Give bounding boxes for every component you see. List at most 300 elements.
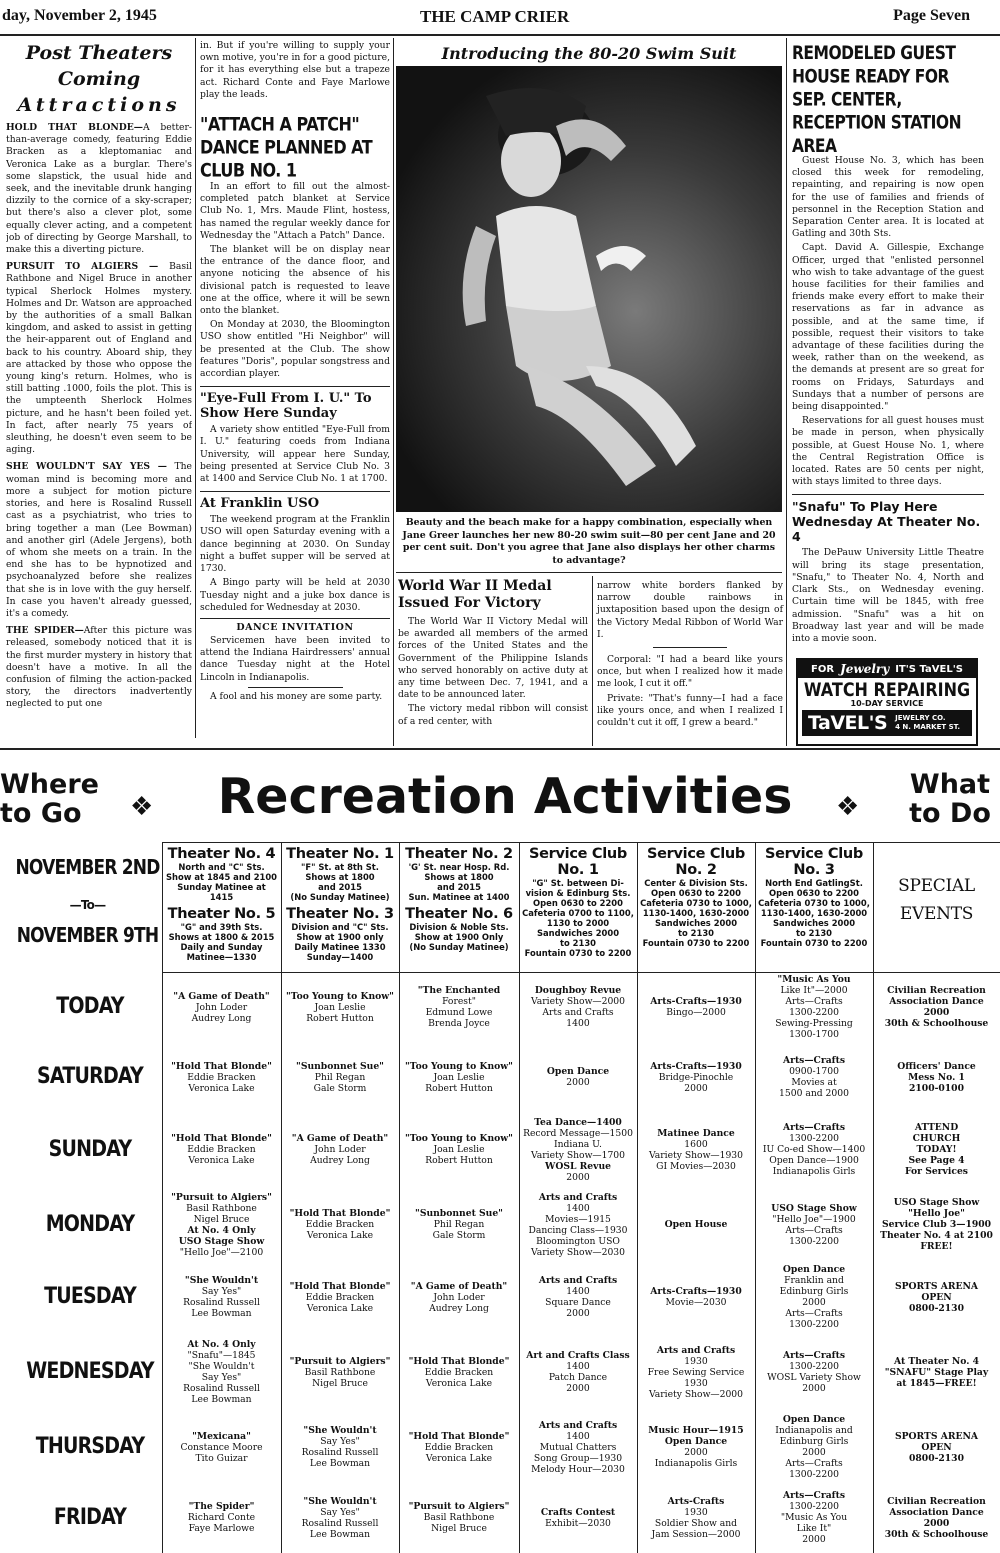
column-name: No. 2 — [675, 862, 717, 878]
review-head: THE SPIDER— — [6, 625, 84, 637]
dance-invitation-headline: DANCE INVITATION — [236, 621, 354, 633]
cell-line: 1300-1700 — [789, 1029, 839, 1040]
cell-line: Indianapolis Girls — [772, 1166, 856, 1177]
patch-story — [200, 181, 390, 380]
column-info: to 2130 — [678, 928, 714, 938]
day-label: SATURDAY — [37, 1063, 143, 1089]
cell-line: Variety Show—1700 — [530, 1149, 625, 1161]
column-name: No. 3 — [793, 862, 835, 878]
cell-line: "Sunbonnet Sue" — [296, 1060, 384, 1072]
cell-line: Civilian Recreation — [887, 985, 986, 996]
theaters-title-1: Post Theaters — [25, 42, 173, 64]
schedule-cell — [875, 1116, 998, 1183]
cell-line: 2000 — [802, 1534, 826, 1545]
column-info: Daily Matinee 1330 — [294, 942, 386, 952]
cell-line: 2000 — [923, 1007, 950, 1018]
snafu-headline: "Snafu" To Play Here Wednesday At Theater No. 4 — [792, 499, 981, 545]
cell-line: Arts and Crafts — [656, 1344, 736, 1356]
schedule-cell — [757, 1266, 871, 1328]
schedule-cell — [401, 1486, 517, 1549]
cell-line: Open Dance — [664, 1436, 728, 1447]
cell-line: Sewing-Pressing — [775, 1018, 853, 1029]
column-info: Show at 1900 Only — [414, 932, 504, 942]
cell-line: Like It"—2000 — [780, 985, 848, 996]
schedule-cell — [757, 1416, 871, 1478]
cell-line: Record Message—1500 — [523, 1127, 633, 1139]
patch-headline: "ATTACH A PATCH" DANCE PLANNED AT CLUB NO. 1 — [200, 113, 373, 181]
date-until: NOVEMBER 9TH — [16, 924, 159, 948]
cell-line: Eddie Bracken — [305, 1219, 375, 1230]
snafu-text — [792, 547, 984, 645]
cell-line: Robert Hutton — [306, 1012, 374, 1024]
day-label: TODAY — [56, 993, 124, 1019]
cell-line: Variety Show—1930 — [648, 1149, 743, 1161]
column-info: Division and "C" Sts. — [291, 922, 389, 932]
cell-line: "Snafu"—1845 — [187, 1350, 256, 1361]
eyefull-headline: "Eye-Full From I. U." To Show Here Sunday — [200, 391, 372, 422]
paragraph: Guest House No. 3, which has been closed this week for remodeling, repainting, and repairing is now open for the use of families and friends of personnel in the Reception Station and Separation Center area. It is located at Gatling and 30th Sts. — [792, 155, 984, 240]
cell-line: Bingo—2000 — [666, 1007, 726, 1018]
schedule-cell — [639, 1116, 753, 1183]
cell-line: Rosalind Russell — [183, 1383, 260, 1394]
schedule-cell — [283, 1336, 397, 1408]
cell-line: Patch Dance — [548, 1372, 608, 1383]
cell-line: Officers' Dance — [897, 1060, 976, 1072]
schedule-cell — [757, 1191, 871, 1258]
cell-line: Tito Guizar — [195, 1452, 248, 1464]
cell-line: "Music As You — [777, 974, 851, 985]
cell-line: USO Stage Show — [771, 1202, 857, 1214]
cell-line: Franklin and — [784, 1275, 844, 1286]
schedule-cell — [639, 1336, 753, 1408]
paragraph: The victory medal ribbon will consist of a red center, with — [398, 703, 588, 727]
page-date: day, November 2, 1945 — [2, 7, 157, 24]
cell-line: "Too Young to Know" — [286, 990, 394, 1002]
cell-line: 1400 — [566, 1202, 590, 1214]
cell-line: Arts—Crafts — [785, 1224, 843, 1236]
cell-line: "A Game of Death" — [173, 990, 270, 1002]
cell-line: Arts—Crafts — [782, 1490, 846, 1501]
schedule-cell — [401, 1191, 517, 1258]
schedule-cell — [164, 1486, 279, 1549]
cell-line: 1400 — [566, 1430, 590, 1442]
schedule-cell — [164, 1191, 279, 1258]
column-info: Sunday—1400 — [306, 952, 374, 962]
story-rule — [792, 494, 984, 495]
cell-line: Eddie Bracken — [187, 1144, 256, 1155]
cell-line: "Hold That Blonde" — [408, 1430, 510, 1442]
swimsuit-model-figure — [396, 66, 782, 512]
column-name: Theater No. 1 — [286, 846, 394, 862]
grid-column-rule — [637, 842, 638, 1553]
cell-line: "A Game of Death" — [291, 1133, 389, 1144]
cell-line: Song Group—1930 — [533, 1452, 623, 1464]
cell-line: Nigel Bruce — [431, 1523, 487, 1534]
column-info: "F" St. at 8th St. — [301, 862, 379, 872]
column-info: vision & Edinburg Sts. — [525, 888, 631, 898]
medal-text — [398, 616, 588, 728]
cell-line: Audrey Long — [310, 1155, 370, 1166]
column-info: Open 0630 to 2200 — [769, 888, 859, 898]
cell-line: Crafts Contest — [540, 1506, 616, 1518]
cell-line: at 1845—FREE! — [896, 1377, 977, 1389]
column-info: Cafeteria 0730 to 1000, — [640, 898, 752, 908]
schedule-cell — [875, 976, 998, 1038]
cell-line: Mutual Chatters — [539, 1441, 617, 1453]
cell-line: John Loder — [433, 1291, 485, 1303]
schedule-cell — [283, 976, 397, 1038]
cell-line: Lee Bowman — [309, 1458, 371, 1469]
day-label: FRIDAY — [53, 1503, 127, 1530]
column-name: Service Club — [528, 846, 628, 862]
cell-line: Doughboy Revue — [534, 985, 622, 996]
date-to: —To— — [69, 898, 106, 912]
cell-line: Movies—1915 — [545, 1213, 611, 1225]
day-label: MONDAY — [45, 1210, 135, 1237]
ad-for: FOR — [811, 663, 835, 675]
schedule-cell — [521, 1266, 635, 1328]
schedule-cell — [639, 1486, 753, 1549]
swimsuit-headline: Introducing the 80-20 Swim Suit — [441, 44, 737, 63]
cell-line: Arts and Crafts — [538, 1419, 618, 1431]
column-info: Sandwiches 2000 — [772, 918, 856, 928]
to-go-word: to Go — [0, 798, 82, 829]
column-info: Shows at 1800 — [305, 872, 375, 882]
header-rule — [0, 34, 1000, 36]
cell-line: Lee Bowman — [191, 1394, 252, 1405]
schedule-cell — [757, 1336, 871, 1408]
schedule-cell — [757, 1486, 871, 1549]
schedule-cell — [401, 1416, 517, 1478]
day-label: SUNDAY — [48, 1135, 132, 1162]
cell-line: Jam Session—2000 — [651, 1528, 741, 1540]
review-text: Basil Rathbone and Nigel Bruce in another typical Sherlock Holmes mystery. Holmes and Dr. Watson are approached by the authorities of a small Balkan kingdom, and asked to assist in getting the heir-apparent out of England and back to his country. Aboard ship, they are attacked by those who oppose the young king's return. Holmes, who is still batting .1000, foils the plot. This is the umpteenth Sherlock Holmes picture, and he hasn't been foiled yet. In fact, after nearly 75 years of sleuthing, he doesn't even seem to be aging. — [6, 261, 192, 456]
schedule-cell — [164, 1336, 279, 1408]
cell-line: At No. 4 Only — [187, 1339, 256, 1350]
cell-line: Constance Moore — [180, 1441, 263, 1453]
cell-line: Say Yes" — [320, 1436, 360, 1447]
paragraph: narrow white borders flanked by narrow double rainbows in juxtaposition based upon the design of the Victory Medal Ribbon of World War I. — [597, 580, 783, 640]
review-head: HOLD THAT BLONDE— — [6, 122, 143, 133]
cell-line: Open Dance — [782, 1414, 846, 1425]
column-info: Cafeteria 0730 to 1000, — [758, 898, 870, 908]
cell-line: 30th & Schoolhouse — [884, 1528, 989, 1540]
column-info: to 2130 — [796, 928, 832, 938]
cell-line: Joan Leslie — [433, 1071, 485, 1083]
day-label: TUESDAY — [44, 1283, 136, 1309]
ad-service: 10-DAY SERVICE — [850, 699, 924, 708]
schedule-cell — [521, 1336, 635, 1408]
story-rule — [200, 491, 390, 492]
cell-line: Audrey Long — [191, 1012, 252, 1024]
diamond-ornament-right: ❖ — [836, 792, 860, 822]
column-name: Theater No. 5 — [167, 906, 276, 922]
cell-line: Eddie Bracken — [187, 1071, 256, 1083]
cell-line: 1930 — [684, 1355, 708, 1367]
column-name: SPECIAL — [898, 876, 975, 896]
schedule-cell — [521, 976, 635, 1038]
tavels-ad — [796, 658, 978, 746]
cell-line: Veronica Lake — [425, 1452, 493, 1464]
cell-line: Indianapolis Girls — [654, 1458, 738, 1469]
cell-line: 2000 — [923, 1517, 950, 1529]
cell-line: Say Yes" — [320, 1506, 360, 1518]
schedule-cell — [164, 1046, 279, 1108]
ad-jewelry-co: JEWELRY CO. — [895, 714, 946, 722]
column-rule — [786, 38, 787, 746]
column-info: Division & Noble Sts. — [409, 922, 509, 932]
cell-line: 1500 and 2000 — [779, 1088, 849, 1099]
newspaper-name: THE CAMP CRIER — [420, 7, 570, 26]
cell-line: "Hold That Blonde" — [289, 1280, 391, 1292]
date-from: NOVEMBER 2ND — [15, 856, 160, 880]
medal-headline: World War II Medal Issued For Victory — [398, 578, 552, 611]
cell-line: 2000 — [566, 1171, 590, 1183]
cell-line: Eddie Bracken — [424, 1441, 494, 1453]
diamond-ornament-left: ❖ — [130, 792, 154, 822]
paragraph: The DePauw University Little Theatre will bring its stage presentation, "Snafu," to Theater No. 4, North and Clark Sts., on Wednesday evening. Curtain time will be 1845, with free admission. "Snafu" was a hit on Broadway last year and will be made into a movie soon. — [792, 547, 984, 644]
ad-its-tavels: IT'S TaVEL'S — [895, 663, 963, 675]
cell-line: Gale Storm — [432, 1230, 486, 1241]
column-name: Service Club — [646, 846, 746, 862]
schedule-cell — [283, 1116, 397, 1183]
column-info: Matinee—1330 — [186, 952, 257, 962]
column-info: Center & Division Sts. — [644, 878, 748, 888]
cell-line: For Services — [905, 1166, 968, 1177]
cell-line: Joan Leslie — [314, 1001, 366, 1013]
where-word: Where — [0, 769, 99, 800]
schedule-cell — [521, 1116, 635, 1183]
day-label: WEDNESDAY — [26, 1358, 154, 1384]
cell-line: Rosalind Russell — [301, 1517, 379, 1529]
cell-line: Open Dance — [546, 1066, 610, 1077]
column-name: No. 1 — [557, 862, 599, 878]
cell-line: Arts-Crafts—1930 — [650, 1286, 742, 1297]
column-header — [162, 846, 281, 962]
cell-line: Arts—Crafts — [782, 1122, 846, 1133]
column-rule — [393, 38, 394, 746]
schedule-cell — [639, 1266, 753, 1328]
column-info: Show at 1845 and 2100 — [165, 872, 278, 882]
cell-line: Joan Leslie — [433, 1144, 485, 1155]
joke-corporal: Corporal: "I had a beard like yours once, but when I realized how it made me look, I cut it off." — [597, 654, 783, 690]
cell-line: "Too Young to Know" — [405, 1060, 513, 1072]
cell-line: Arts-Crafts — [667, 1495, 725, 1507]
cell-line: "Hold That Blonde" — [171, 1060, 272, 1072]
column-info: (No Sunday Matinee) — [290, 892, 390, 902]
cell-line: Lee Bowman — [191, 1308, 252, 1319]
cell-line: 1300-2200 — [789, 1361, 839, 1372]
cell-line: 1400 — [566, 1018, 590, 1029]
cell-line: Phil Regan — [433, 1219, 485, 1230]
cell-line: 2000 — [566, 1383, 590, 1394]
column-info: North End GatlingSt. — [765, 878, 863, 888]
cell-line: 1400 — [566, 1286, 590, 1297]
paragraph: The blanket will be on display near the entrance of the dance floor, and anyone noticing the absence of his divisional patch is requested to leave one at the office, where it will be sewn onto the blanket. — [200, 244, 390, 317]
schedule-cell — [639, 976, 753, 1038]
ad-jewelry-script: Jewelry — [840, 662, 890, 676]
schedule-cell — [283, 1416, 397, 1478]
cell-line: 2000 — [566, 1077, 590, 1088]
cell-line: Indianapolis and — [775, 1425, 853, 1436]
cell-line: WOSL Variety Show — [767, 1372, 861, 1383]
cell-line: 0800-2130 — [909, 1452, 964, 1464]
column-info: Fountain 0730 to 2200 — [760, 938, 868, 948]
schedule-cell — [757, 1046, 871, 1108]
cell-line: Tea Dance—1400 — [534, 1116, 622, 1128]
schedule-cell — [401, 1336, 517, 1408]
cell-line: Phil Regan — [314, 1071, 366, 1083]
schedule-cell — [401, 1266, 517, 1328]
cell-line: 1300-2200 — [789, 1501, 839, 1512]
cell-line: 1300-2200 — [789, 1007, 839, 1018]
cell-line: Like It" — [796, 1523, 832, 1534]
cell-line: "Hold That Blonde" — [171, 1133, 272, 1144]
paragraph: Capt. David A. Gillespie, Exchange Officer, urged that "enlisted personnel who wish to take advantage of the guest house facilities for their families and friends make every effort to make their reservations as far in advance as possible, and at the same time, if possible, request their visitors to take advantage of these facilities during the week, rather than on the weekend, as the demands at present are so great for rooms on Fridays, Saturdays and Sundays that a number of persons are being disappointed." — [792, 242, 984, 413]
cell-line: Arts and Crafts — [538, 1275, 618, 1286]
column-name: Theater No. 2 — [405, 846, 513, 862]
schedule-cell — [639, 1046, 753, 1108]
cell-line: Arts—Crafts — [782, 1055, 846, 1066]
cell-line: 0900-1700 — [789, 1066, 839, 1077]
column-info: "G" St. between Di- — [532, 878, 624, 888]
cell-line: Basil Rathbone — [304, 1366, 376, 1378]
to-do-word: to Do — [909, 798, 991, 829]
review-text: A better-than-average comedy, featuring Eddie Bracken as a kleptomaniac and Veronica Lake as a burglar. There's some slapstick, the usual hide and seek, and the inevitable drunk hanging dizzily to the cornice of a sky-scraper; but there's also a clever plot, some equally clever acting, and a competent job of directing by George Marshall, to make this a diverting picture. — [6, 122, 192, 256]
cell-line: Nigel Bruce — [193, 1213, 250, 1225]
theaters-title-2: Coming — [57, 68, 141, 90]
schedule-cell — [521, 1416, 635, 1478]
cell-line: Arts—Crafts — [785, 1458, 843, 1469]
column-header — [755, 846, 873, 948]
cell-line: "Hello Joe"—1900 — [772, 1213, 856, 1225]
section-rule — [0, 748, 1000, 750]
page-number: Page Seven — [893, 7, 970, 24]
column-header — [637, 846, 755, 948]
column-name: Theater No. 6 — [405, 906, 513, 922]
cell-line: Robert Hutton — [425, 1155, 493, 1166]
paragraph: A fool and his money are some party. — [210, 690, 383, 702]
cell-line: "Pursuit to Algiers" — [289, 1355, 391, 1367]
cell-line: Melody Hour—2030 — [531, 1463, 625, 1475]
cell-line: Open Dance — [782, 1264, 846, 1275]
cell-line: 1930 — [684, 1506, 708, 1518]
cell-line: IU Co-ed Show—1400 — [762, 1144, 866, 1155]
cell-line: 30th & Schoolhouse — [884, 1018, 989, 1029]
cell-line: 1300-2200 — [789, 1469, 839, 1480]
cell-line: Say Yes" — [201, 1286, 242, 1297]
column-info: (No Sunday Matinee) — [409, 942, 509, 952]
cell-line: "Too Young to Know" — [405, 1133, 513, 1144]
cell-line: At No. 4 Only — [187, 1224, 256, 1236]
story-rule — [396, 572, 782, 573]
cell-line: 1400 — [566, 1361, 590, 1372]
cell-line: "Hello Joe" — [908, 1208, 965, 1219]
cell-line: SPORTS ARENA — [895, 1430, 978, 1442]
spider-continuation: in. But if you're willing to supply your own motive, you're in for a good picture, for it has everything else but a trapeze act. Richard Conte and Faye Marlowe play the leads. — [200, 40, 390, 100]
cell-line: Association Dance — [889, 996, 984, 1007]
cell-line: 2000 — [802, 1447, 826, 1458]
cell-line: Association Dance — [889, 1506, 984, 1518]
ad-brand: TaVEL'S — [808, 712, 888, 734]
schedule-cell — [875, 1191, 998, 1258]
cell-line: Forest" — [442, 996, 476, 1007]
guesthouse-headline: REMODELED GUEST HOUSE READY FOR SEP. CENTER, RECEPTION STATION AREA — [792, 42, 962, 157]
cell-line: Basil Rathbone — [423, 1512, 495, 1523]
cell-line: Arts—Crafts — [785, 1308, 843, 1319]
cell-line: "SNAFU" Stage Play — [884, 1366, 989, 1378]
grid-column-rule — [873, 842, 874, 1553]
column-info: Fountain 0730 to 2200 — [524, 948, 632, 958]
cell-line: "Pursuit to Algiers" — [171, 1191, 272, 1203]
cell-line: Bloomington USO — [536, 1235, 620, 1247]
column-info: Fountain 0730 to 2200 — [642, 938, 750, 948]
cell-line: FREE! — [920, 1241, 953, 1252]
what-word: What — [909, 769, 991, 800]
schedule-cell — [283, 1486, 397, 1549]
cell-line: Soldier Show and — [654, 1517, 738, 1529]
swimsuit-caption: Beauty and the beach make for a happy combination, especially when Jane Greer launches her new 80-20 swim suit—80 per cent Jane and 20 per cent suit. Don't you agree that Jane also displays her other charms to advantage? — [402, 517, 776, 566]
cell-line: Arts—Crafts — [782, 1350, 846, 1361]
column-header — [519, 846, 637, 958]
column-info: Sandwiches 2000 — [536, 928, 620, 938]
cell-line: 1300-2200 — [789, 1319, 839, 1330]
cell-line: USO Stage Show — [893, 1197, 980, 1208]
cell-line: See Page 4 — [908, 1155, 965, 1166]
ad-watch-repairing: WATCH REPAIRING — [803, 678, 971, 701]
cell-line: "She Wouldn't — [188, 1361, 255, 1372]
guesthouse-story — [792, 155, 984, 488]
cell-line: USO Stage Show — [178, 1235, 265, 1247]
cell-line: "Mexicana" — [192, 1430, 251, 1442]
schedule-cell — [283, 1191, 397, 1258]
cell-line: GI Movies—2030 — [656, 1160, 736, 1172]
column-info: Open 0630 to 2200 — [651, 888, 741, 898]
cell-line: "The Spider" — [188, 1501, 255, 1512]
cell-line: Veronica Lake — [306, 1302, 374, 1314]
cell-line: Dancing Class—1930 — [528, 1224, 628, 1236]
column-info: 1130 to 2000 — [546, 918, 610, 928]
cell-line: Edmund Lowe — [425, 1007, 493, 1018]
cell-line: Open Dance—1900 — [769, 1155, 859, 1166]
cell-line: 2000 — [566, 1308, 590, 1319]
column-info: 1130-1400, 1630-2000 — [760, 908, 868, 918]
what-to-do — [900, 770, 1000, 828]
cell-line: Variety Show—2000 — [530, 996, 625, 1007]
cell-line: Theater No. 4 at 2100 — [880, 1230, 993, 1241]
column-info: Open 0630 to 2200 — [533, 898, 623, 908]
cell-line: Art and Crafts Class — [526, 1350, 630, 1361]
cell-line: Eddie Bracken — [424, 1366, 494, 1378]
cell-line: "She Wouldn't — [303, 1425, 377, 1436]
paragraph: A variety show entitled "Eye-Full from I. U." featuring coeds from Indiana University, will appear here Sunday, being presented at Service Club No. 3 at 1400 and Service Club No. 1 at 1700. — [200, 424, 390, 485]
cell-line: "A Game of Death" — [410, 1280, 508, 1292]
cell-line: At Theater No. 4 — [893, 1355, 979, 1367]
cell-line: Music Hour—1915 — [648, 1425, 744, 1436]
cell-line: 0800-2130 — [909, 1302, 964, 1314]
story-rule — [200, 618, 390, 619]
story-rule — [200, 386, 390, 387]
column-name: Theater No. 4 — [167, 846, 276, 862]
column-info: Sun. Matinee at 1400 — [408, 892, 510, 902]
column-name: EVENTS — [899, 904, 974, 924]
recreation-schedule — [0, 842, 1000, 1553]
column-info: "G" and 39th Sts. — [180, 922, 263, 932]
cell-line: Variety Show—2030 — [530, 1246, 625, 1258]
cell-line: John Loder — [314, 1144, 366, 1155]
schedule-cell — [521, 1486, 635, 1549]
schedule-cell — [875, 1336, 998, 1408]
